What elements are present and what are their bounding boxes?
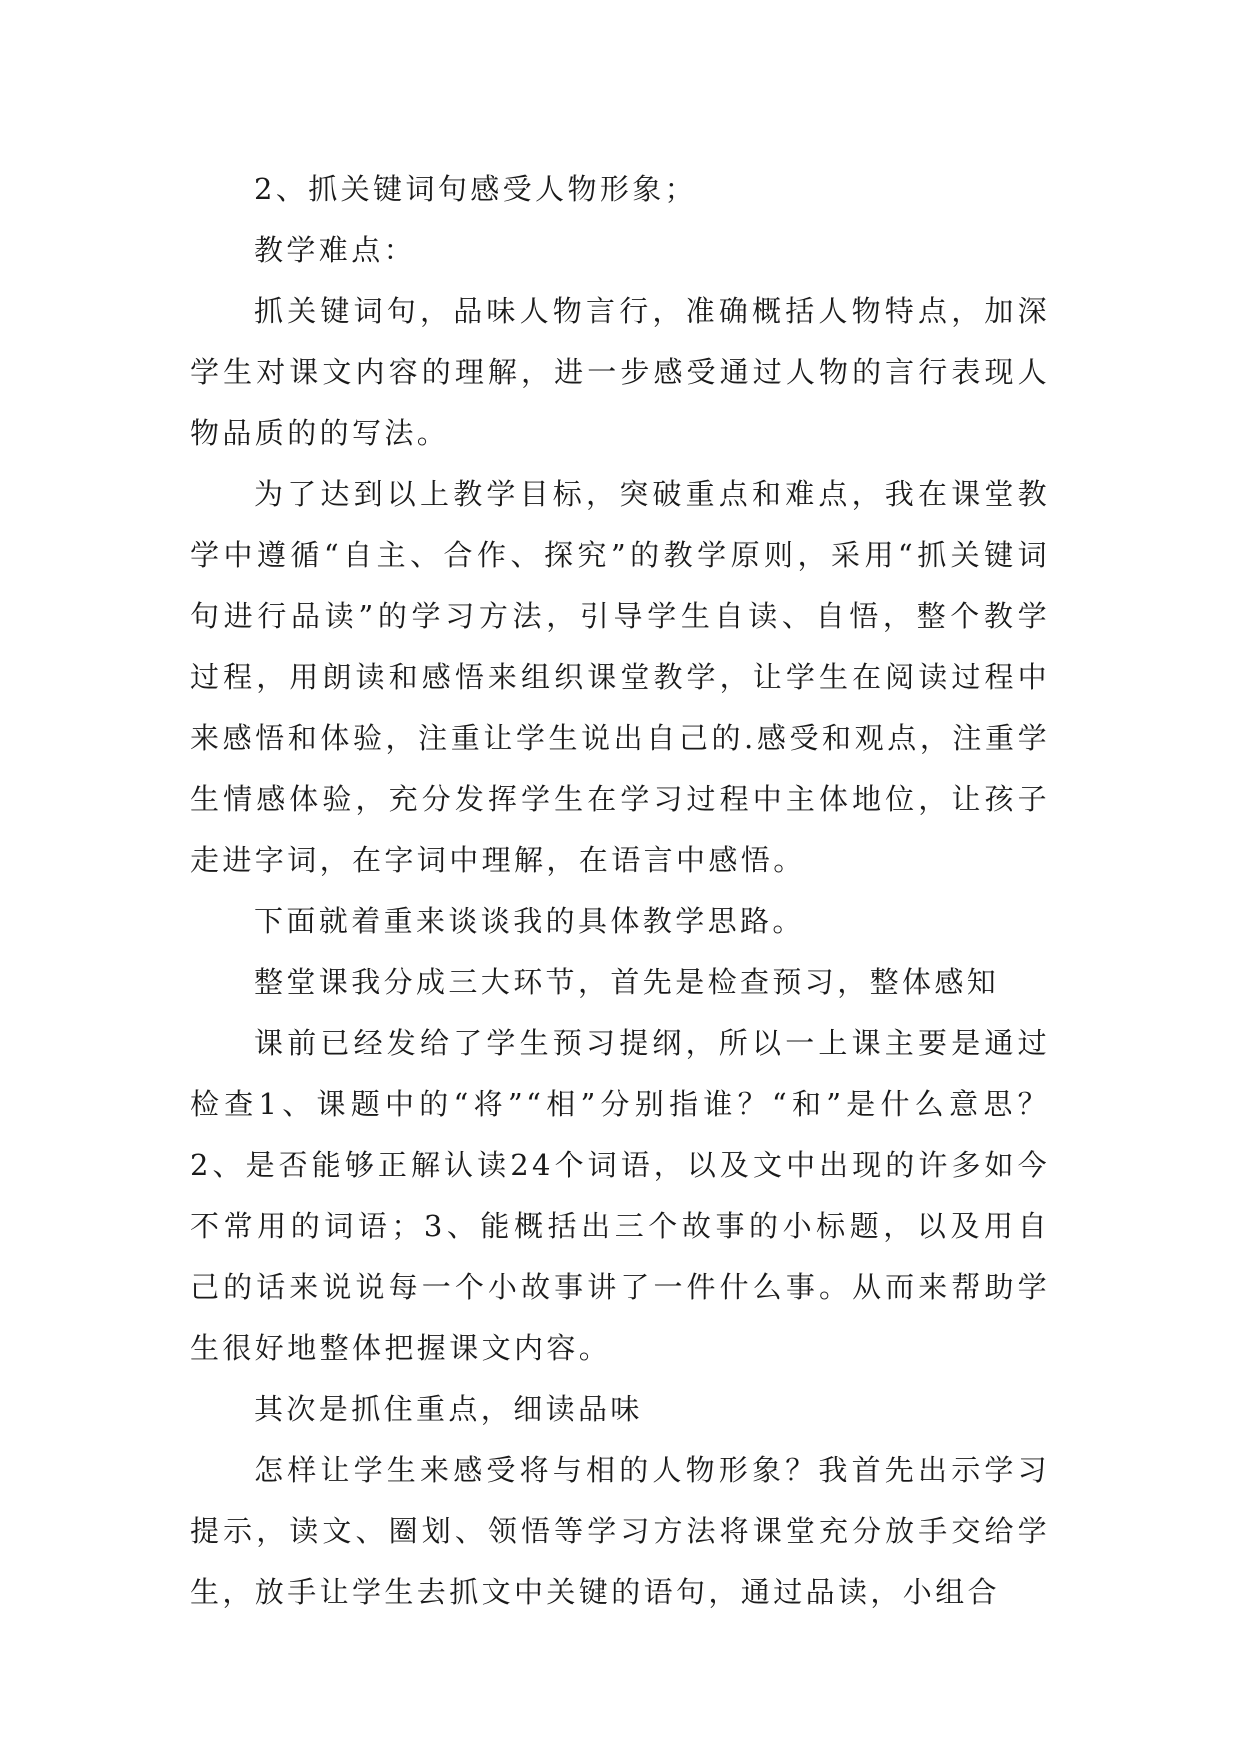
paragraph-step-two-heading: 其次是抓住重点，细读品味 [254, 1392, 643, 1426]
paragraph-teaching-idea-intro: 下面就着重来谈谈我的具体教学思路。 [254, 904, 805, 938]
document-body [190, 159, 1050, 1623]
paragraph-step-one-heading: 整堂课我分成三大环节，首先是检查预习，整体感知 [254, 965, 1000, 999]
paragraph-teaching-focus-item-2: 2、抓关键词句感受人物形象； [254, 172, 698, 206]
paragraph-teaching-method: 为了达到以上教学目标，突破重点和难点，我在课堂教学中遵循“自主、合作、探究”的教学原则，采用“抓关键词句进行品读”的学习方法，引导学生自读、自悟，整个教学过程，用朗读和感悟来组织课堂教学，让学生在阅读过程中来感悟和体验，注重让学生说出自己的.感受和观点，注重学生情感体验，充分发挥学生在学习过程中主体地位，让孩子走进字词，在字词中理解，在语言中感悟。 [190, 477, 1050, 877]
paragraph-teaching-difficulty-heading: 教学难点： [254, 233, 417, 267]
paragraph-step-two-body: 怎样让学生来感受将与相的人物形象？我首先出示学习提示，读文、圈划、领悟等学习方法将课堂充分放手交给学生，放手让学生去抓文中关键的语句，通过品读，小组合 [190, 1453, 1050, 1609]
paragraph-step-one-body: 课前已经发给了学生预习提纲，所以一上课主要是通过检查1、课题中的“将”“相”分别指谁？“和”是什么意思？2、是否能够正解认读24个词语，以及文中出现的许多如今不常用的词语；3、能概括出三个故事的小标题，以及用自己的话来说说每一个小故事讲了一件什么事。从而来帮助学生很好地整体把握课文内容。 [190, 1026, 1050, 1365]
paragraph-teaching-difficulty-body: 抓关键词句，品味人物言行，准确概括人物特点，加深学生对课文内容的理解，进一步感受通过人物的言行表现人物品质的的写法。 [190, 294, 1050, 450]
